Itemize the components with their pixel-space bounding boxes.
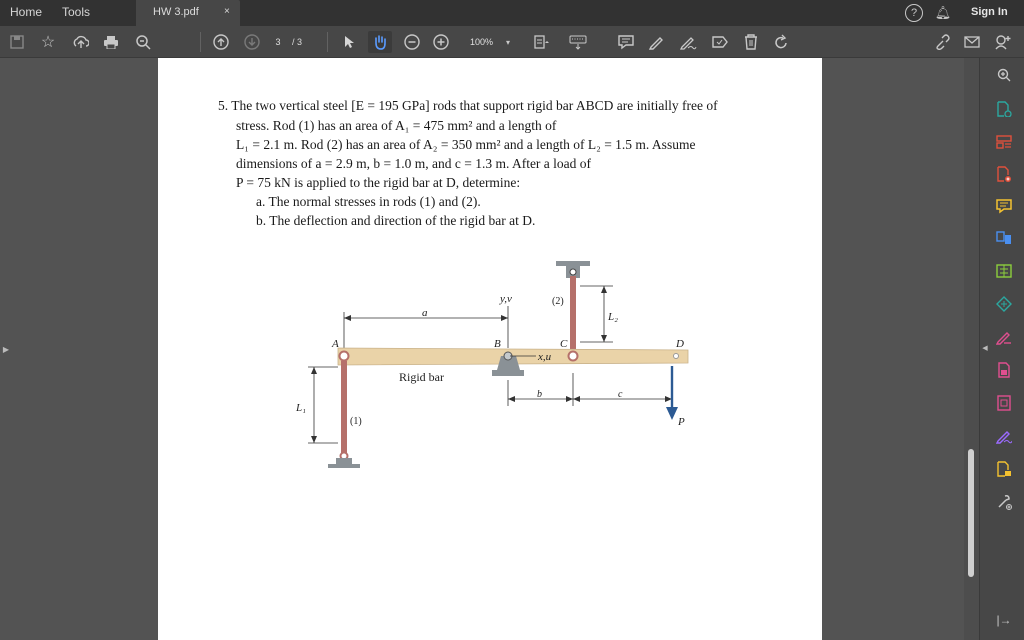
truss-figure <box>158 58 822 640</box>
page-number-input[interactable]: 3 <box>268 34 288 50</box>
combine-files-icon[interactable] <box>996 230 1012 246</box>
bottom-support-bracket <box>336 458 352 464</box>
toolbar-divider <box>200 32 201 52</box>
fill-sign-icon[interactable] <box>996 329 1012 345</box>
pdf-page <box>158 58 822 640</box>
sign-in-button[interactable]: Sign In <box>971 6 1008 18</box>
bookmark-star-icon[interactable]: ☆ <box>40 34 56 51</box>
next-page-icon[interactable] <box>243 33 261 51</box>
stamp-icon[interactable] <box>710 33 730 51</box>
zoom-level-dropdown[interactable]: 100% <box>470 37 494 47</box>
load-arrowhead <box>666 407 678 420</box>
create-pdf-icon[interactable] <box>996 166 1012 182</box>
rod-2-label: (2) <box>552 296 564 307</box>
scrollbar-thumb[interactable] <box>968 449 974 577</box>
tools-tab[interactable]: Tools <box>62 5 91 19</box>
point-d <box>674 354 679 359</box>
help-icon[interactable]: ? <box>905 4 923 22</box>
search-zoom-icon[interactable] <box>134 33 152 51</box>
comment-icon[interactable] <box>617 33 635 51</box>
send-for-review-icon[interactable] <box>996 296 1012 312</box>
top-support <box>556 261 590 266</box>
certificates-icon[interactable] <box>996 461 1012 477</box>
dim-l2-label: L₂ <box>608 311 618 323</box>
scan-document-icon[interactable] <box>996 362 1012 378</box>
rigid-bar-label: Rigid bar <box>399 370 444 384</box>
right-panel-collapse-icon[interactable]: ◀ <box>982 345 988 352</box>
dim-c-label: c <box>618 389 623 400</box>
problem-text-line-4: dimensions of a = 2.9 m, b = 1.0 m, and c = 1.3 m. After a load of <box>236 156 592 171</box>
point-d-label: D <box>676 338 684 350</box>
comment-tool-icon[interactable] <box>996 198 1012 214</box>
save-icon[interactable] <box>8 33 26 51</box>
more-tools-icon[interactable] <box>996 494 1012 510</box>
problem-text-line-3: L₁ = 2.1 m. Rod (2) has an area of A₂ = 350 mm² and a length of L₂ = 1.5 m. Assume <box>236 137 696 152</box>
rotate-icon[interactable] <box>772 33 790 51</box>
dim-b-label: b <box>537 389 542 400</box>
page-total: / 3 <box>292 37 303 47</box>
dim-a-label: a <box>422 307 428 319</box>
axis-xu-label: x,u <box>538 351 552 363</box>
axis-yv-label: y,v <box>500 293 512 305</box>
point-b-label: B <box>494 338 501 350</box>
previous-page-icon[interactable] <box>212 33 230 51</box>
export-pdf-icon[interactable] <box>996 101 1012 117</box>
email-icon[interactable] <box>963 33 981 51</box>
sign-pen-icon[interactable] <box>678 33 698 51</box>
problem-text-line-1: 5. The two vertical steel [E = 195 GPa] rods that support rigid bar ABCD are initially free of <box>218 98 718 113</box>
add-user-icon[interactable] <box>993 33 1013 51</box>
zoom-out-icon[interactable] <box>403 33 421 51</box>
toolbar-divider <box>327 32 328 52</box>
point-c-label: C <box>560 338 568 350</box>
zoom-icon[interactable] <box>996 67 1012 83</box>
edit-pdf-icon[interactable] <box>996 395 1012 411</box>
load-p-label: P <box>678 416 685 428</box>
tab-bar <box>0 0 1024 26</box>
problem-text-line-2: stress. Rod (1) has an area of A₁ = 475 mm² and a length of <box>236 118 557 133</box>
problem-part-a: a. The normal stresses in rods (1) and (2). <box>256 194 481 209</box>
print-icon[interactable] <box>102 33 120 51</box>
signature-icon[interactable] <box>996 428 1012 444</box>
left-panel-toggle-icon[interactable]: ▶ <box>2 344 10 354</box>
close-tab-icon[interactable]: × <box>224 6 230 17</box>
rod-2 <box>570 276 576 354</box>
document-tab-label: HW 3.pdf <box>153 6 199 18</box>
organize-pages-icon[interactable] <box>996 134 1012 150</box>
upload-cloud-icon[interactable] <box>72 33 90 51</box>
problem-part-b: b. The deflection and direction of the rigid bar at D. <box>256 213 536 228</box>
dim-l1-label: L₁ <box>296 402 306 414</box>
chevron-down-icon[interactable]: ▾ <box>505 37 510 47</box>
point-a-label: A <box>332 338 339 350</box>
zoom-in-icon[interactable] <box>432 33 450 51</box>
pin-a <box>340 352 349 361</box>
select-cursor-icon[interactable] <box>340 33 358 51</box>
document-tab[interactable] <box>136 0 240 26</box>
ground-b <box>492 370 524 376</box>
compress-pdf-icon[interactable] <box>996 263 1012 279</box>
trash-icon[interactable] <box>742 33 760 51</box>
bell-icon[interactable]: 🔔︎ <box>934 5 952 20</box>
bottom-support <box>328 464 360 468</box>
problem-text-line-5: P = 75 kN is applied to the rigid bar at D, determine: <box>236 175 521 190</box>
share-link-icon[interactable] <box>934 33 952 51</box>
expand-panel-icon[interactable]: |→ <box>996 613 1012 627</box>
keyboard-icon[interactable] <box>568 33 588 51</box>
rod-1-label: (1) <box>350 416 362 427</box>
top-pin <box>570 269 576 275</box>
fit-page-icon[interactable] <box>531 33 553 51</box>
pin-c <box>569 352 578 361</box>
home-tab[interactable]: Home <box>10 5 43 19</box>
hand-tool-icon[interactable] <box>368 31 392 53</box>
highlight-pen-icon[interactable] <box>647 33 665 51</box>
rod-1 <box>341 361 347 455</box>
